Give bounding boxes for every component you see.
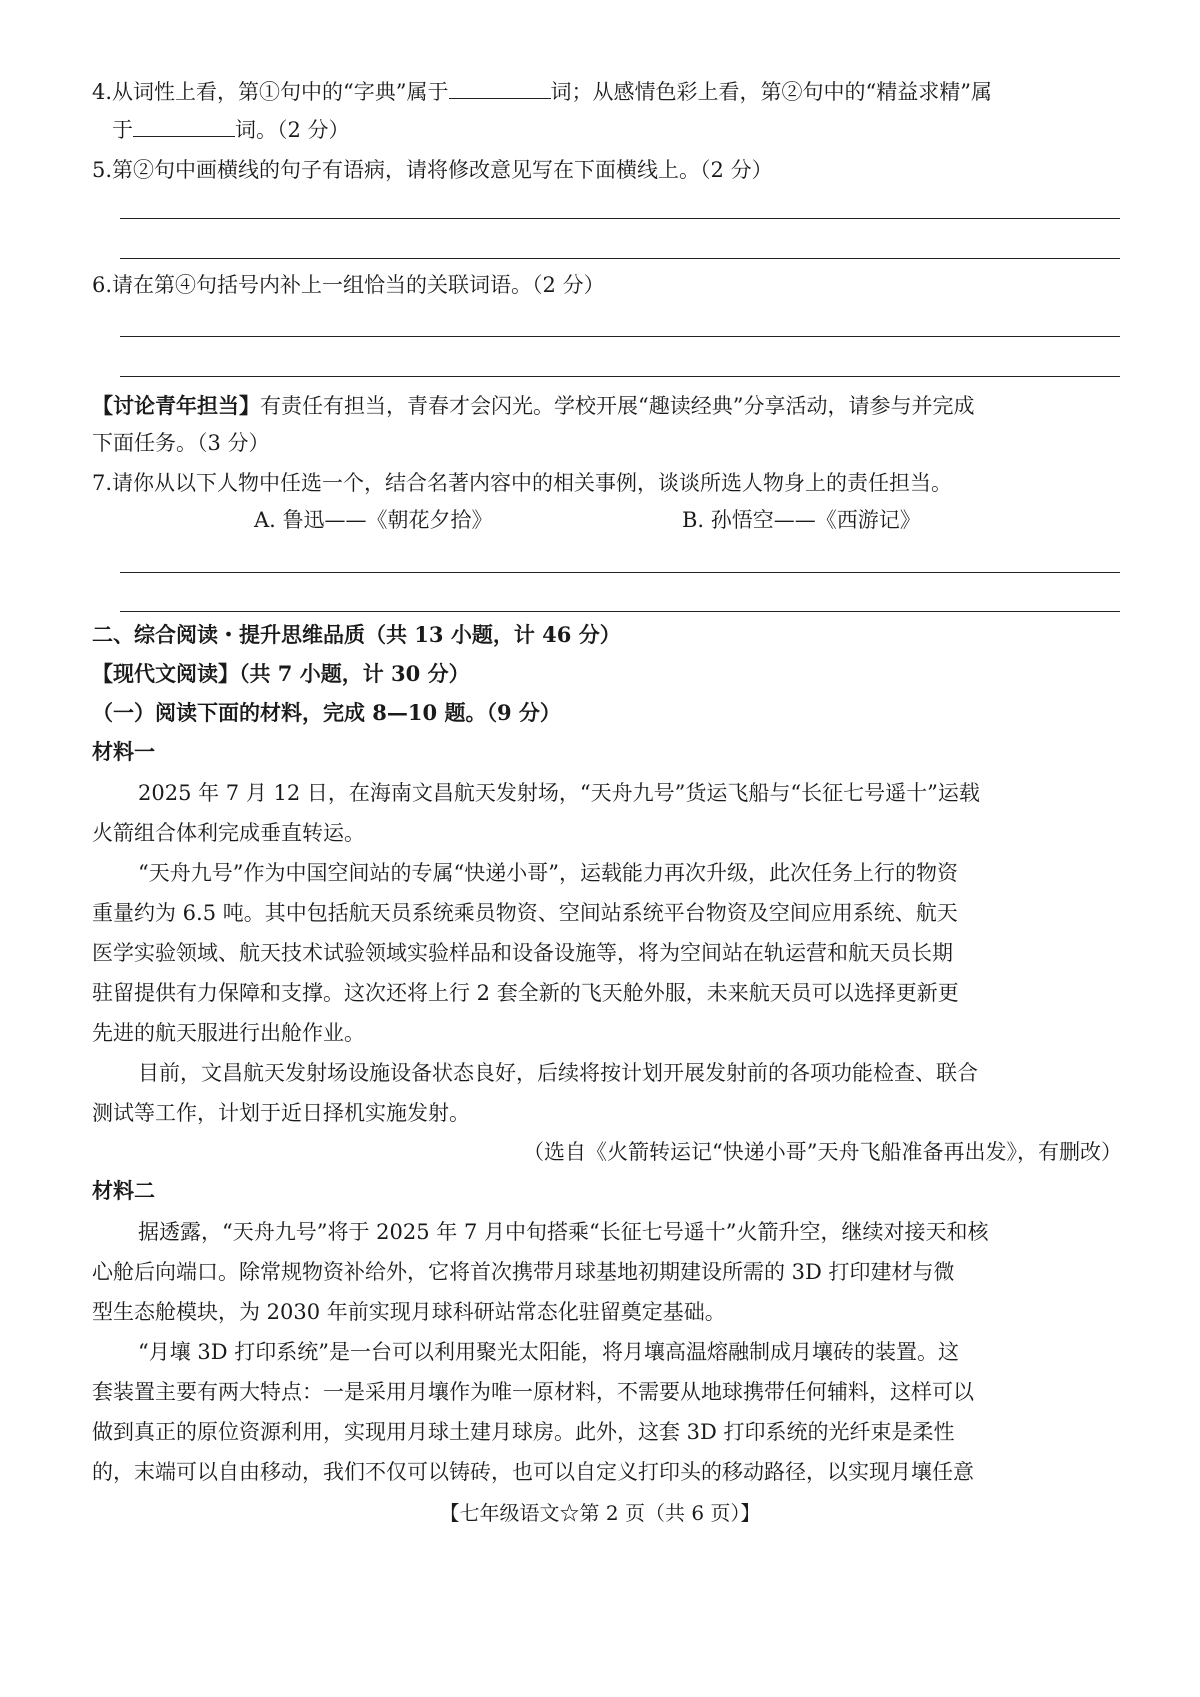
q4-text-3: 于 xyxy=(112,118,133,142)
material-1-p1-line-2: 火箭组合体利完成垂直转运。 xyxy=(92,821,365,845)
material-1-p2-line-3: 医学实验领域、航天技术试验领域实验样品和设备设施等，将为空间站在轨运营和航天员长期 xyxy=(92,941,953,965)
section-2-title: 二、综合阅读・提升思维品质（共 13 小题，计 46 分） xyxy=(92,622,621,647)
question-4-line-2 xyxy=(112,114,1128,145)
material-1-p2-line-1: “天舟九号”作为中国空间站的专属“快递小哥”，运载能力再次升级，此次任务上行的物资 xyxy=(138,861,958,885)
discussion-text-1: 有责任有担当，青春才会闪光。学校开展“趣读经典”分享活动，请参与并完成 xyxy=(260,394,975,418)
answer-line-q7-2[interactable] xyxy=(120,611,1120,612)
material-1-p2-line-5: 先进的航天服进行出舱作业。 xyxy=(92,1021,365,1045)
material-2-p2-line-1: “月壤 3D 打印系统”是一台可以利用聚光太阳能，将月壤高温熔融制成月壤砖的装置。这 xyxy=(138,1340,960,1364)
answer-line-q6-1[interactable] xyxy=(120,336,1120,337)
material-1-p2-line-4: 驻留提供有力保障和支撑。这次还将上行 2 套全新的飞天舱外服，未来航天员可以选择更新更 xyxy=(92,981,959,1005)
material-1-p3-line-1: 目前，文昌航天发射场设施设备状态良好，后续将按计划开展发射前的各项功能检查、联合 xyxy=(138,1061,978,1085)
material-1-label: 材料一 xyxy=(92,739,155,764)
question-4-line-1 xyxy=(92,76,1128,107)
part-1-instruction: （一）阅读下面的材料，完成 8—10 题。（9 分） xyxy=(92,700,561,725)
material-1-p1-line-1: 2025 年 7 月 12 日，在海南文昌航天发射场，“天舟九号”货运飞船与“长征七号遥十”运载 xyxy=(138,781,980,805)
answer-line-q5-2[interactable] xyxy=(120,258,1120,259)
answer-line-q7-1[interactable] xyxy=(120,572,1120,573)
material-1-source: （选自《火箭转运记“快递小哥”天舟飞船准备再出发》，有删改） xyxy=(523,1140,1122,1164)
q4-text-1: 4.从词性上看，第①句中的“字典”属于 xyxy=(92,80,449,104)
option-b: B. 孙悟空——《西游记》 xyxy=(682,508,921,532)
discussion-line-1 xyxy=(92,391,1128,421)
question-5: 5.第②句中画横线的句子有语病，请将修改意见写在下面横线上。（2 分） xyxy=(92,158,773,182)
answer-line-q6-2[interactable] xyxy=(120,376,1120,377)
q4-text-2: 词；从感情色彩上看，第②句中的“精益求精”属 xyxy=(550,80,992,104)
material-2-p2-line-4: 的，末端可以自由移动，我们不仅可以铸砖，也可以自定义打印头的移动路径，以实现月壤任意 xyxy=(92,1460,974,1484)
answer-line-q5-1[interactable] xyxy=(120,218,1120,219)
answer-blank-2[interactable] xyxy=(133,114,235,137)
material-2-p2-line-3: 做到真正的原位资源利用，实现用月球土建月球房。此外，这套 3D 打印系统的光纤束是柔性 xyxy=(92,1420,955,1444)
question-6: 6.请在第④句括号内补上一组恰当的关联词语。（2 分） xyxy=(92,273,605,297)
material-1-p3-line-2: 测试等工作，计划于近日择机实施发射。 xyxy=(92,1101,470,1125)
option-a: A. 鲁迅——《朝花夕拾》 xyxy=(254,508,493,532)
discussion-line-2: 下面任务。（3 分） xyxy=(92,431,270,455)
q4-text-4: 词。（2 分） xyxy=(235,118,350,142)
material-2-p2-line-2: 套装置主要有两大特点：一是采用月壤作为唯一原材料，不需要从地球携带任何辅料，这样可以 xyxy=(92,1380,974,1404)
material-1-p2-line-2: 重量约为 6.5 吨。其中包括航天员系统乘员物资、空间站系统平台物资及空间应用系统、航天 xyxy=(92,901,958,925)
discussion-heading: 【讨论青年担当】 xyxy=(92,393,260,418)
material-2-p1-line-3: 型生态舱模块，为 2030 年前实现月球科研站常态化驻留奠定基础。 xyxy=(92,1300,726,1324)
material-2-p1-line-2: 心舱后向端口。除常规物资补给外，它将首次携带月球基地初期建设所需的 3D 打印建材与微 xyxy=(92,1260,955,1284)
page-footer: 【七年级语文☆第 2 页（共 6 页）】 xyxy=(439,1501,761,1525)
material-2-label: 材料二 xyxy=(92,1178,155,1203)
material-2-p1-line-1: 据透露，“天舟九号”将于 2025 年 7 月中旬搭乘“长征七号遥十”火箭升空，继续对接天和核 xyxy=(138,1220,989,1244)
question-7: 7.请你从以下人物中任选一个，结合名著内容中的相关事例，谈谈所选人物身上的责任担当。 xyxy=(92,471,953,495)
modern-reading-heading: 【现代文阅读】（共 7 小题，计 30 分） xyxy=(92,661,470,686)
answer-blank-1[interactable] xyxy=(449,76,551,99)
